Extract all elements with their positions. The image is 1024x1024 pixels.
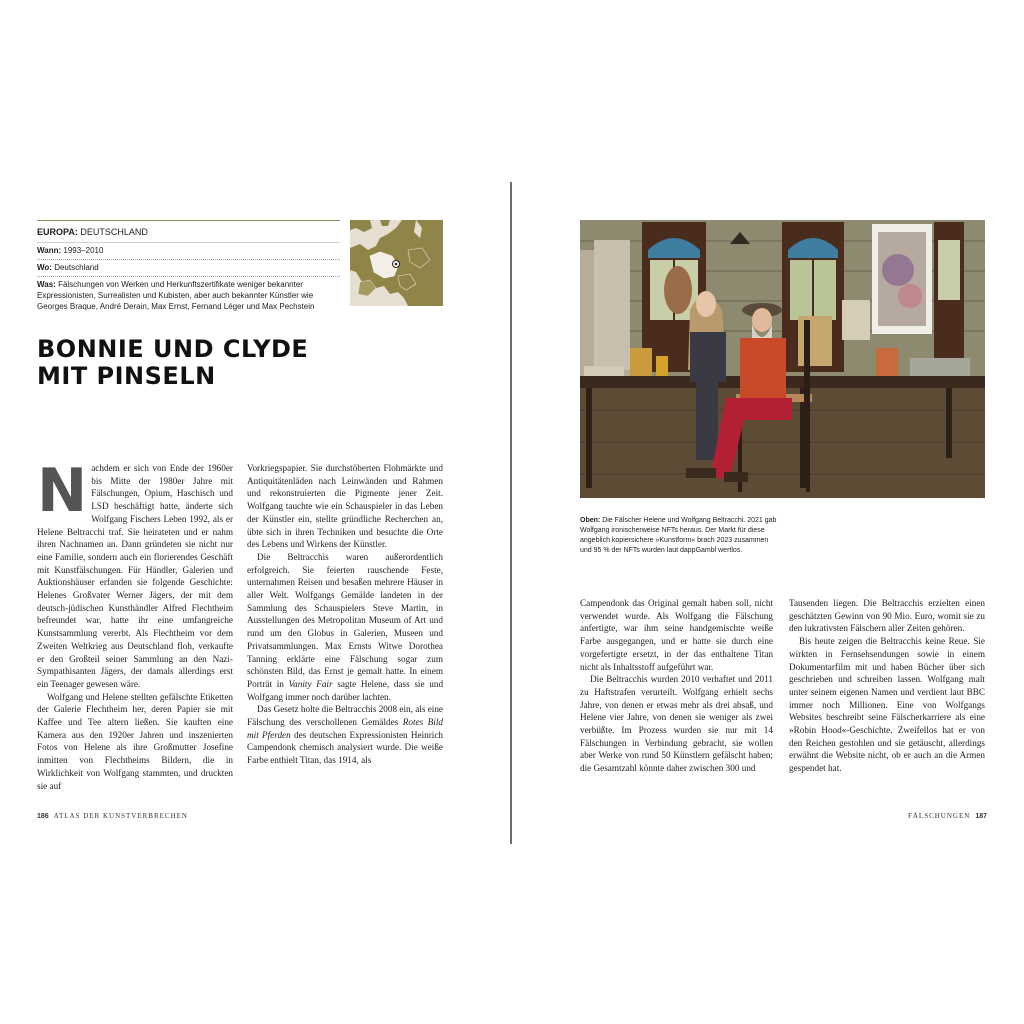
- fact-where-value: Deutschland: [54, 263, 99, 272]
- fact-what: [37, 276, 340, 315]
- caption-label: Oben:: [580, 517, 601, 524]
- fact-box: [37, 220, 340, 315]
- paragraph: Vorkriegspapier. Sie durchstöberten Flohmärkte und Antiquitätenläden nach Leinwänden und Rahmen und rekonstruierten die Pigmente jener Zeit. Wolfgang tauchte wie ein Schauspieler in das Leben der Künstler ein, stellte gründliche Recherchen an, übte sich in ihren Techniken und besuchte die Orte des Lebens und Wirkens der Künstler.: [247, 463, 443, 550]
- paragraph: Tausenden liegen. Die Beltracchis erzielten einen geschätzten Gewinn von 90 Mio. Euro, womit sie zu den lukrativsten Fälschern aller Zeiten gehören.: [789, 598, 985, 634]
- paragraph: Campendonk das Original gemalt haben soll, nicht verwendet wurde. Als Wolfgang die Fälschung anfertigte, war ihm seine handgemischte weiße Farbe ausgegangen, und er hatte sie durch eine vorgefertigte ersetzt, in der das enthaltene Titan nicht als Inhaltsstoff aufgeführt war.: [580, 598, 773, 672]
- paragraph: [247, 703, 443, 767]
- map-graphic: [350, 220, 443, 306]
- fact-when: [37, 242, 340, 259]
- page-number-right: 187: [975, 813, 987, 820]
- paragraph: [37, 456, 233, 691]
- photo-caption: [580, 516, 780, 556]
- fact-when-label: Wann:: [37, 246, 62, 255]
- caption-text: Die Fälscher Helene und Wolfgang Beltracchi. 2021 gab Wolfgang ironischerweise NFTs heraus. Der Markt für diese angeblich kopiersichere »Kunstform« brach 2023 zusammen und 95 % der NFTs wurden laut dappGambl wertlos.: [580, 517, 777, 554]
- body-column-4: [789, 597, 985, 775]
- photo-illustration: [580, 220, 985, 498]
- fact-region-label: EUROPA:: [37, 227, 78, 237]
- paragraph: [247, 551, 443, 703]
- fact-what-label: Was:: [37, 280, 56, 289]
- paragraph-text: sagte Helene, dass sie und Wolfgang immer noch darüber lachten.: [247, 678, 444, 702]
- drop-cap: N: [37, 456, 88, 526]
- paragraph-text: Das Gesetz holte die Beltracchis 2008 ein, als eine Fälschung des verschollenen Gemäldes: [247, 704, 443, 728]
- italic-title: Vanity Fair: [288, 678, 333, 689]
- paragraph-text: des deutschen Expressionisten Heinrich Campendonk chemisch analysiert wurde. Die weiße Farbe enthielt Titan, das 1914, als: [247, 729, 444, 766]
- footer-right: [908, 812, 987, 820]
- paragraph-text: Die Beltracchis waren außerordentlich erfolgreich. Sie feierten rauschende Feste, unternahmen Reisen und besaßen mehrere Häuser in aller Welt. Wolfgangs Gemälde landeten in der Sammlung des Schauspielers Steve Martin, in Ausstellungen des Metropolitan Museum of Art und rund um den Globus in Galerien, Museen und Privatsammlungen. Max Ernsts Witwe Dorothea Tanning erklärte eine Fälschung sogar zum schönsten Bild, das Ernst je gemalt hatte. In einem Porträt in: [247, 551, 443, 689]
- fact-where: [37, 259, 340, 276]
- italic-title: Rotes Bild mit Pferden: [247, 717, 443, 740]
- paragraph: Wolfgang und Helene stellten gefälschte Etiketten der Galerie Flechtheim her, deren Papier sie mit Kaffee und Tee altern ließen. Sie kauften eine Kamera aus den 1920er Jahren und inszenierten Fotos von Helene als ihre Großmutter Josefine inmitten von Flechtheims Bildern, die in Wirklichkeit von Wolfgang stammten, und druckten sie auf: [37, 691, 233, 791]
- page-number-left: 186: [37, 813, 49, 820]
- fact-what-value: Fälschungen von Werken und Herkunftszertifikate weniger bekannter Expressionisten, Surrealisten und Kubisten, aber auch bekannter Künstler wie Georges Braque, André Derain, Max Ernst, Fernand Léger und Max Pechstein: [37, 280, 315, 311]
- paragraph: Bis heute zeigen die Beltracchis keine Reue. Sie wirkten in Fernsehsendungen sowie in einem Dokumentarfilm mit und haben Bücher über sich geschrieben und schreiben lassen. Wolfgang malt unter seinem eigenen Namen und verdient laut BBC immer noch Millionen. Eine von Wolfgangs Websites beschreibt seine Fälscherkarriere als eine »Robin Hood«-Geschichte. Zweifellos hat er von den Reichen gestohlen und sie getäuscht, allerdings erwähnt die Website nicht, ob er auch an die Armen gespendet hat.: [789, 636, 985, 774]
- fact-region-value: DEUTSCHLAND: [80, 227, 148, 237]
- headline-line-1: BONNIE UND CLYDE: [37, 335, 309, 363]
- headline-line-2: MIT PINSELN: [37, 362, 216, 390]
- fact-region: [37, 221, 340, 242]
- footer-left: [37, 812, 188, 820]
- running-title-left: ATLAS DER KUNSTVERBRECHEN: [53, 812, 188, 820]
- body-column-2: [247, 462, 443, 767]
- page-gutter: [510, 182, 512, 844]
- running-title-right: FÄLSCHUNGEN: [907, 812, 971, 820]
- paragraph-text: achdem er sich von Ende der 1960er bis Mitte der 1980er Jahre mit Fälschungen, Opium, Haschisch und LSD beschäftigt hatte, änderte sich Wolfgang Fischers Leben 1992, als er Helene Beltracchi traf. Sie heirateten und er nahm ihren Nachnamen an. Dann gründeten sie nicht nur eine Familie, sondern auch ein florierendes Geschäft mit Kunstfälschungen. Für Händler, Galerien und Auktionshäuser erfanden sie folgende Geschichte: Helenes Großvater Werner Jägers, der mit dem deutsch-jüdischen Kunsthändler Alfred Flechtheim befreundet war, hatte ihr eine umfangreiche Kunstsammlung vererbt. Als Flechtheim vor dem Zweiten Weltkrieg aus Deutschland floh, verkaufte er den Großteil seiner Sammlung an den Nazi-Sympathisanten Jägers, der damals allerdings erst ein Teenager gewesen wäre.: [37, 463, 233, 689]
- body-column-3: [580, 597, 773, 775]
- article-headline: [37, 336, 357, 390]
- europe-locator-map: [350, 220, 443, 306]
- fact-when-value: 1993–2010: [63, 246, 104, 255]
- paragraph: Die Beltracchis wurden 2010 verhaftet und 2011 zu Haftstrafen verurteilt. Wolfgang erhielt sechs Jahre, von denen er etwas mehr als drei absaß, und Helene vier Jahre, von denen sie weniger als zwei verbüßte. Im Prozess wurden sie nur mit 14 Fälschungen in Verbindung gebracht, sie wollen aber Werke von rund 50 Künstlern gefälscht haben; die Gesamtzahl könnte daher zwischen 300 und: [580, 674, 773, 774]
- body-column-1: [37, 456, 233, 792]
- fact-where-label: Wo:: [37, 263, 52, 272]
- beltracchi-photo: [580, 220, 985, 498]
